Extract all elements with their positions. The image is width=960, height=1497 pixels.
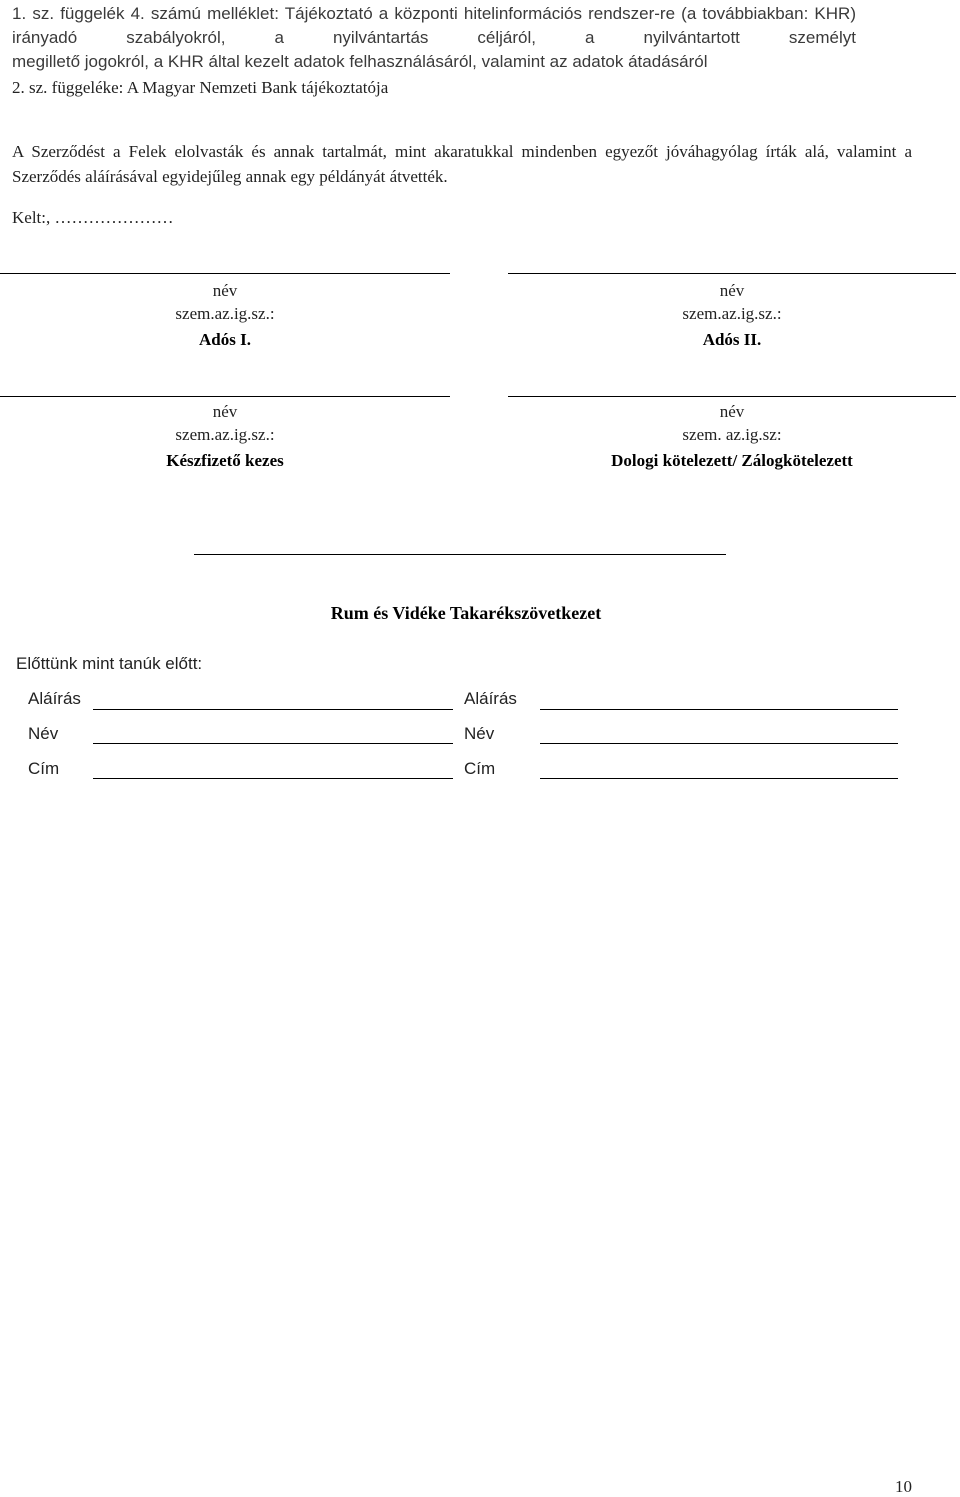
signature-role: Adós I. [199,330,251,349]
signature-line-guarantor [0,396,450,397]
signature-block-guarantor [0,400,450,472]
closing-paragraph: A Szerződést a Felek elolvasták és annak tartalmát, mint akaratukkal mindenben egyezőt jóváhagyólag írták alá, valamint a Szerződés aláírásával egyidejűleg annak egy példányát átvették. [12,142,912,186]
signature-id-label: szem. az.ig.sz: [682,425,782,444]
witness-1-name-line [93,743,453,744]
witness-1-address-line [93,778,453,779]
appendix-2-text: 2. sz. függeléke: A Magyar Nemzeti Bank tájékoztatója [12,78,389,97]
signature-line-pledgor [508,396,956,397]
bank-name: Rum és Vidéke Takarékszövetkezet [330,603,602,623]
signature-id-label: szem.az.ig.sz.: [175,425,275,444]
appendix-1-text-last-line: megillető jogokról, a KHR által kezelt adatok felhasználásáról, valamint az adatok átadásáról [12,52,708,71]
witness-1-signature-label: Aláírás [28,689,81,708]
signature-id-label: szem.az.ig.sz.: [682,304,782,323]
witness-1-name-label: Név [28,724,59,743]
signature-id-label: szem.az.ig.sz.: [175,304,275,323]
dated-line: Kelt:, ………………… [12,208,174,227]
signature-name-label: név [212,402,238,421]
signature-name-label: név [212,281,238,300]
signature-name-label: név [719,402,745,421]
witness-2-signature-label: Aláírás [464,689,517,708]
signature-line-debtor-2 [508,273,956,274]
witness-2-name-label: Név [464,724,495,743]
signature-line-bank [194,554,726,555]
signature-role: Adós II. [702,330,762,349]
witness-2-address-line [540,778,898,779]
witness-2-address-label: Cím [464,759,496,778]
signature-block-debtor-1 [0,279,450,351]
witness-1-address-label: Cím [28,759,60,778]
signature-block-pledgor [508,400,956,472]
witness-2-signature-line [540,709,898,710]
signature-role: Készfizető kezes [166,451,284,470]
signature-line-debtor-1 [0,273,450,274]
signature-role: Dologi kötelezett/ Zálogkötelezett [611,451,853,470]
witness-heading: Előttünk mint tanúk előtt: [16,654,203,673]
signature-block-debtor-2 [508,279,956,351]
page-number: 10 [895,1477,912,1496]
witness-2-name-line [540,743,898,744]
signature-name-label: név [719,281,745,300]
appendix-1-text: 1. sz. függelék 4. számú melléklet: Tájékoztató a központi hitelinformációs rendszer-re (a továbbiakban: KHR) irányadó szabályokról, a nyilvántartás céljáról, a nyilvántartott személyt [12,4,856,47]
witness-1-signature-line [93,709,453,710]
